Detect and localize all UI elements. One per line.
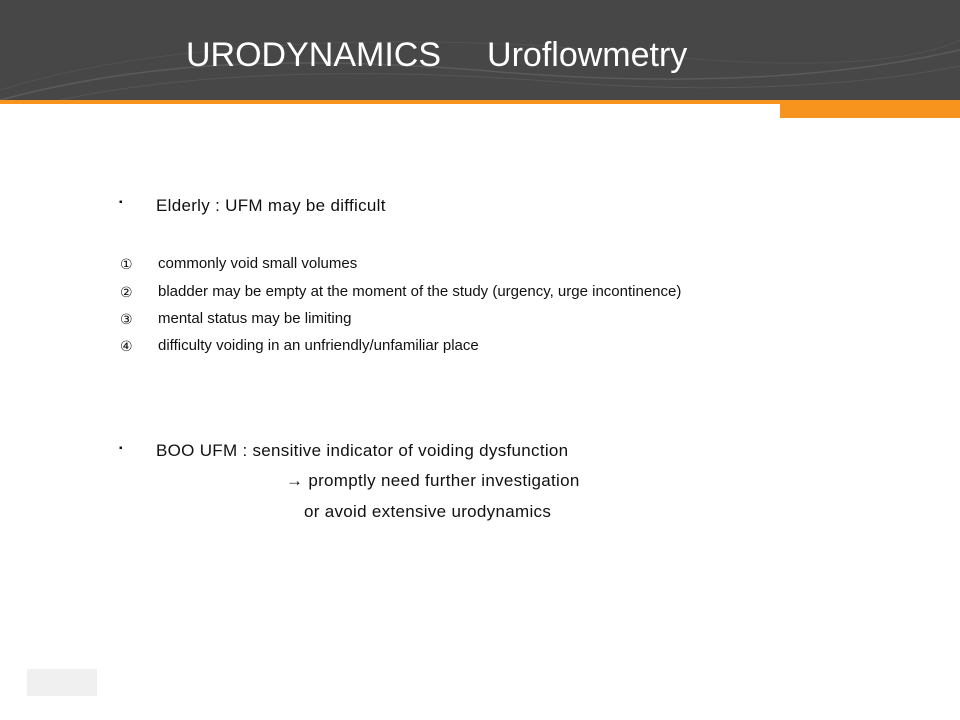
footer-box	[27, 669, 97, 696]
list-item: commonly void small volumes	[158, 255, 358, 272]
section2-heading: BOO UFM : sensitive indicator of voiding dysfunction	[156, 441, 569, 460]
right-arrow-icon: →	[286, 471, 304, 490]
list-item: difficulty voiding in an unfriendly/unfamiliar place	[158, 337, 479, 354]
section1-heading: Elderly : UFM may be difficult	[156, 196, 386, 215]
list-item: mental status may be limiting	[158, 310, 352, 327]
slide-header	[0, 0, 960, 100]
bullet-icon: ▪	[119, 197, 123, 208]
bullet-icon: ▪	[119, 443, 123, 454]
section2-line2	[286, 470, 580, 492]
section2-line3: or avoid extensive urodynamics	[304, 502, 552, 521]
header-accent-line	[0, 100, 780, 104]
list-item: bladder may be empty at the moment of the study (urgency, urge incontinence)	[158, 283, 682, 300]
item-number: ③	[120, 311, 133, 327]
item-number: ①	[120, 256, 133, 272]
header-accent-block	[780, 100, 960, 118]
item-number: ②	[120, 284, 133, 300]
section2-line2-text: promptly need further investigation	[303, 471, 580, 490]
slide-title	[186, 33, 687, 77]
title-urodynamics: URODYNAMICS	[186, 36, 442, 74]
item-number: ④	[120, 338, 133, 354]
title-uroflowmetry: Uroflowmetry	[487, 36, 688, 74]
